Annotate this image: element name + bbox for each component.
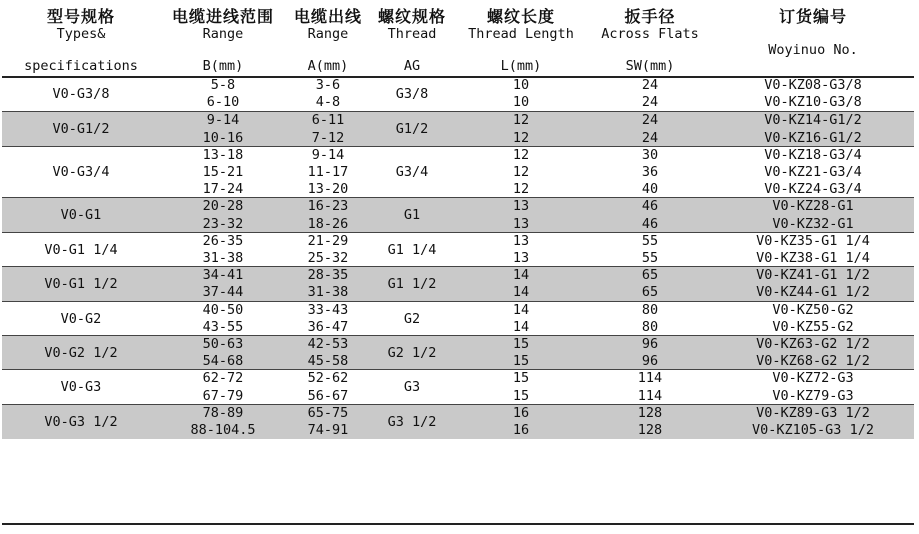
table-group xyxy=(2,335,914,370)
header-range-b-l3: B(mm) xyxy=(202,58,244,74)
range-b-cell: 67-79 xyxy=(202,387,244,404)
range-a-cell: 11-17 xyxy=(307,163,349,180)
order-no-cell: V0-KZ38-G1 1/4 xyxy=(756,249,870,266)
across-flats-cell: 46 xyxy=(641,215,659,232)
header-thread xyxy=(370,2,454,76)
header-type-l1: Types& xyxy=(56,26,106,42)
thread-length-cell: 12 xyxy=(512,112,530,129)
thread-cell: G2 1/2 xyxy=(387,345,437,361)
across-flats-cell: 24 xyxy=(641,112,659,129)
order-no-cell: V0-KZ32-G1 xyxy=(772,215,854,232)
order-no-cell: V0-KZ105-G3 1/2 xyxy=(752,421,874,438)
range-a-cell: 16-23 xyxy=(307,198,349,215)
order-no-cell: V0-KZ55-G2 xyxy=(772,318,854,335)
thread-cell: G1 xyxy=(403,207,421,224)
header-type xyxy=(2,2,160,76)
range-b-cell: 13-18 xyxy=(202,146,244,163)
thread-length-cell: 10 xyxy=(512,77,530,93)
across-flats-cell: 24 xyxy=(641,129,659,146)
order-no-cell: V0-KZ41-G1 1/2 xyxy=(756,267,870,284)
order-no-cell: V0-KZ44-G1 1/2 xyxy=(756,284,870,301)
table-group xyxy=(2,266,914,301)
range-b-cell: 34-41 xyxy=(202,267,244,284)
thread-length-cell: 13 xyxy=(512,198,530,215)
header-range-a-l1: Range xyxy=(307,26,349,42)
thread-length-cell: 10 xyxy=(512,94,530,111)
range-b-cell: 37-44 xyxy=(202,284,244,301)
range-a-cell: 9-14 xyxy=(311,146,345,163)
range-a-cell: 56-67 xyxy=(307,387,349,404)
range-b-cell: 31-38 xyxy=(202,249,244,266)
table-group xyxy=(2,232,914,267)
across-flats-cell: 55 xyxy=(641,249,659,266)
header-thread-length-l3: L(mm) xyxy=(500,58,542,74)
type-cell: V0-G1 xyxy=(60,207,102,224)
range-a-cell: 18-26 xyxy=(307,215,349,232)
order-no-cell: V0-KZ10-G3/8 xyxy=(764,94,862,111)
header-thread-l1: Thread xyxy=(387,26,437,42)
order-no-cell: V0-KZ18-G3/4 xyxy=(764,146,862,163)
across-flats-cell: 65 xyxy=(641,284,659,301)
table-group xyxy=(2,146,914,199)
thread-cell: G3/8 xyxy=(395,86,429,102)
thread-cell: G3 1/2 xyxy=(387,413,437,430)
order-no-cell: V0-KZ21-G3/4 xyxy=(764,163,862,180)
order-no-cell: V0-KZ35-G1 1/4 xyxy=(756,232,870,249)
type-cell: V0-G3/8 xyxy=(52,86,110,102)
across-flats-cell: 96 xyxy=(641,336,659,352)
across-flats-cell: 114 xyxy=(637,387,663,404)
table-group xyxy=(2,369,914,404)
order-no-cell: V0-KZ79-G3 xyxy=(772,387,854,404)
table-group xyxy=(2,404,914,439)
range-a-cell: 13-20 xyxy=(307,181,349,198)
range-b-cell: 26-35 xyxy=(202,232,244,249)
across-flats-cell: 55 xyxy=(641,232,659,249)
across-flats-cell: 96 xyxy=(641,353,659,370)
across-flats-cell: 24 xyxy=(641,94,659,111)
range-b-cell: 40-50 xyxy=(202,301,244,318)
range-a-cell: 4-8 xyxy=(315,94,341,111)
header-thread-zh: 螺纹规格 xyxy=(377,7,446,26)
across-flats-cell: 36 xyxy=(641,163,659,180)
thread-length-cell: 12 xyxy=(512,129,530,146)
thread-length-cell: 13 xyxy=(512,215,530,232)
thread-length-cell: 13 xyxy=(512,249,530,266)
type-cell: V0-G2 xyxy=(60,310,102,327)
header-across-flats-l3: SW(mm) xyxy=(625,58,675,74)
table-bottom-rule xyxy=(2,523,914,525)
type-cell: V0-G1/2 xyxy=(52,121,110,138)
header-order-no-l2: Woyinuo No. xyxy=(768,42,858,58)
thread-length-cell: 13 xyxy=(512,232,530,249)
order-no-cell: V0-KZ63-G2 1/2 xyxy=(756,336,870,352)
type-cell: V0-G1 1/4 xyxy=(44,241,118,258)
range-a-cell: 65-75 xyxy=(307,404,349,421)
type-cell: V0-G3 xyxy=(60,379,102,396)
thread-length-cell: 16 xyxy=(512,421,530,438)
range-a-cell: 52-62 xyxy=(307,370,349,387)
header-order-no xyxy=(712,2,914,76)
header-across-flats-l1: Across Flats xyxy=(601,26,699,42)
thread-length-cell: 15 xyxy=(512,370,530,387)
range-b-cell: 5-8 xyxy=(210,77,236,93)
header-order-no-zh: 订货编号 xyxy=(778,7,847,26)
range-a-cell: 3-6 xyxy=(315,77,341,93)
thread-cell: G3/4 xyxy=(395,163,429,180)
header-range-a-l3: A(mm) xyxy=(307,58,349,74)
range-a-cell: 28-35 xyxy=(307,267,349,284)
across-flats-cell: 40 xyxy=(641,181,659,198)
range-a-cell: 31-38 xyxy=(307,284,349,301)
thread-length-cell: 14 xyxy=(512,301,530,318)
order-no-cell: V0-KZ08-G3/8 xyxy=(764,77,862,93)
table-header xyxy=(2,2,914,78)
range-b-cell: 15-21 xyxy=(202,163,244,180)
spec-table xyxy=(2,2,914,525)
thread-cell: G1/2 xyxy=(395,121,429,138)
across-flats-cell: 128 xyxy=(637,404,663,421)
across-flats-cell: 114 xyxy=(637,370,663,387)
range-b-cell: 88-104.5 xyxy=(190,421,256,438)
across-flats-cell: 128 xyxy=(637,421,663,438)
thread-length-cell: 12 xyxy=(512,181,530,198)
range-b-cell: 17-24 xyxy=(202,181,244,198)
thread-length-cell: 14 xyxy=(512,267,530,284)
header-range-b-zh: 电缆进线范围 xyxy=(171,7,274,26)
thread-cell: G1 1/4 xyxy=(387,241,437,258)
table-group xyxy=(2,301,914,336)
range-b-cell: 20-28 xyxy=(202,198,244,215)
header-type-zh: 型号规格 xyxy=(46,7,115,26)
thread-cell: G2 xyxy=(403,310,421,327)
thread-length-cell: 15 xyxy=(512,336,530,352)
table-group xyxy=(2,111,914,146)
range-a-cell: 21-29 xyxy=(307,232,349,249)
order-no-cell: V0-KZ28-G1 xyxy=(772,198,854,215)
type-cell: V0-G3 1/2 xyxy=(44,413,118,430)
across-flats-cell: 24 xyxy=(641,77,659,93)
order-no-cell: V0-KZ14-G1/2 xyxy=(764,112,862,129)
thread-length-cell: 15 xyxy=(512,353,530,370)
range-a-cell: 45-58 xyxy=(307,353,349,370)
order-no-cell: V0-KZ16-G1/2 xyxy=(764,129,862,146)
range-b-cell: 6-10 xyxy=(206,94,240,111)
range-a-cell: 6-11 xyxy=(311,112,345,129)
table-group xyxy=(2,77,914,111)
header-type-l3: specifications xyxy=(24,58,138,74)
header-range-b xyxy=(160,2,286,76)
header-thread-l3: AG xyxy=(403,58,421,74)
header-range-a-zh: 电缆出线 xyxy=(293,7,362,26)
range-b-cell: 23-32 xyxy=(202,215,244,232)
type-cell: V0-G1 1/2 xyxy=(44,276,118,293)
type-cell: V0-G2 1/2 xyxy=(44,345,118,361)
range-a-cell: 33-43 xyxy=(307,301,349,318)
order-no-cell: V0-KZ68-G2 1/2 xyxy=(756,353,870,370)
range-a-cell: 42-53 xyxy=(307,336,349,352)
range-b-cell: 62-72 xyxy=(202,370,244,387)
header-range-a xyxy=(286,2,370,76)
header-range-b-l1: Range xyxy=(202,26,244,42)
range-b-cell: 43-55 xyxy=(202,318,244,335)
range-a-cell: 36-47 xyxy=(307,318,349,335)
thread-length-cell: 15 xyxy=(512,387,530,404)
thread-length-cell: 14 xyxy=(512,284,530,301)
thread-cell: G1 1/2 xyxy=(387,276,437,293)
order-no-cell: V0-KZ24-G3/4 xyxy=(764,181,862,198)
thread-length-cell: 12 xyxy=(512,146,530,163)
header-thread-length xyxy=(454,2,588,76)
range-b-cell: 54-68 xyxy=(202,353,244,370)
range-b-cell: 78-89 xyxy=(202,404,244,421)
table-group xyxy=(2,197,914,232)
across-flats-cell: 80 xyxy=(641,301,659,318)
thread-length-cell: 12 xyxy=(512,163,530,180)
thread-cell: G3 xyxy=(403,379,421,396)
across-flats-cell: 65 xyxy=(641,267,659,284)
header-across-flats-zh: 扳手径 xyxy=(624,7,676,26)
range-a-cell: 7-12 xyxy=(311,129,345,146)
header-thread-length-l1: Thread Length xyxy=(468,26,574,42)
range-b-cell: 10-16 xyxy=(202,129,244,146)
range-a-cell: 74-91 xyxy=(307,421,349,438)
order-no-cell: V0-KZ89-G3 1/2 xyxy=(756,404,870,421)
order-no-cell: V0-KZ72-G3 xyxy=(772,370,854,387)
type-cell: V0-G3/4 xyxy=(52,163,110,180)
thread-length-cell: 14 xyxy=(512,318,530,335)
across-flats-cell: 46 xyxy=(641,198,659,215)
range-b-cell: 50-63 xyxy=(202,336,244,352)
range-b-cell: 9-14 xyxy=(206,112,240,129)
header-across-flats xyxy=(588,2,712,76)
thread-length-cell: 16 xyxy=(512,404,530,421)
range-a-cell: 25-32 xyxy=(307,249,349,266)
header-thread-length-zh: 螺纹长度 xyxy=(486,7,555,26)
across-flats-cell: 80 xyxy=(641,318,659,335)
across-flats-cell: 30 xyxy=(641,146,659,163)
order-no-cell: V0-KZ50-G2 xyxy=(772,301,854,318)
